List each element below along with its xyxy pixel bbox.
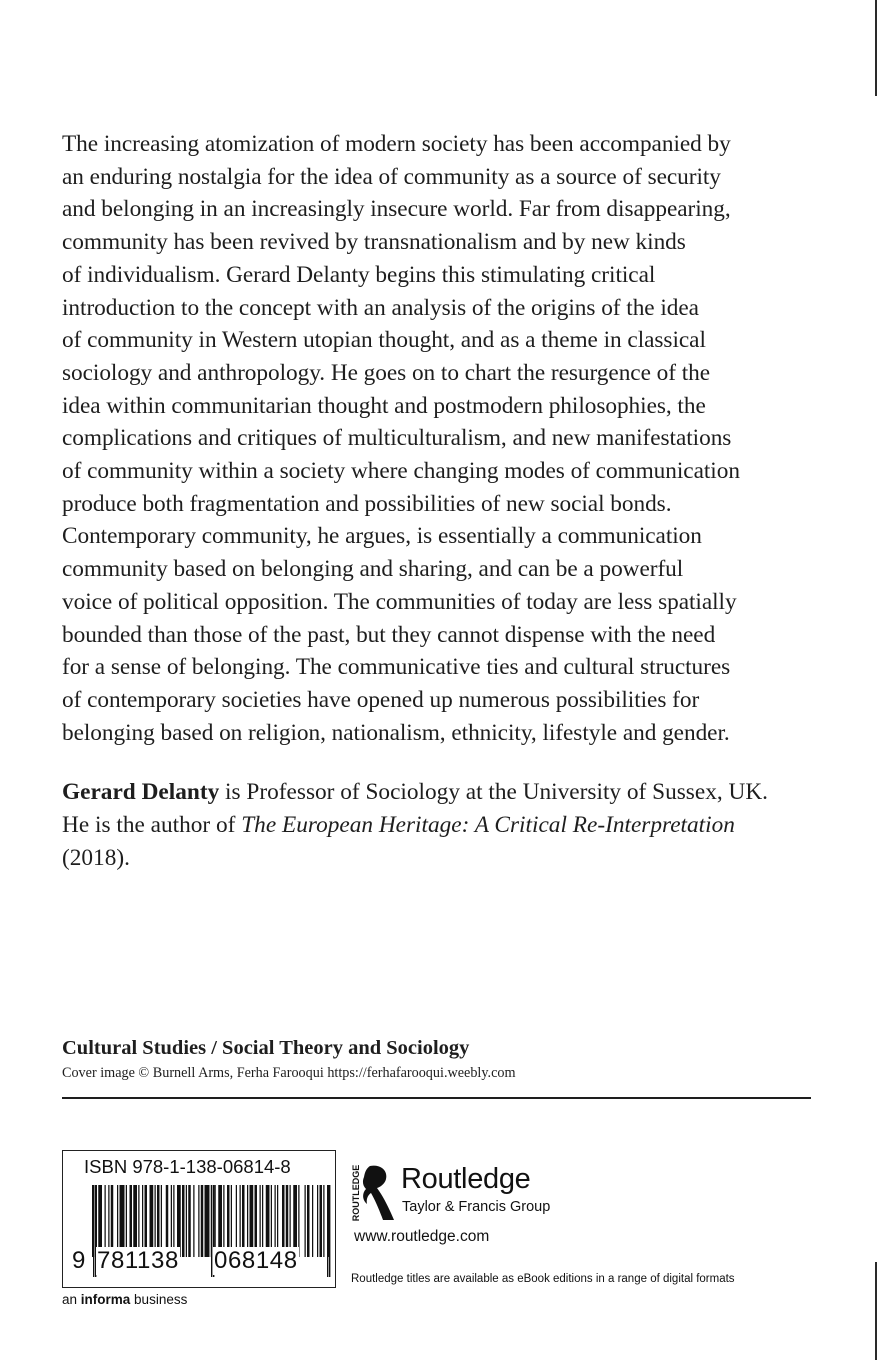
publisher-name: Routledge [401, 1163, 531, 1195]
blurb-line: complications and critiques of multiculturalism, and new manifestations [62, 425, 732, 452]
informa-suffix: business [130, 1292, 188, 1307]
bio-line-2 [62, 809, 810, 842]
blurb-line: of community in Western utopian thought, and as a theme in classical [62, 327, 706, 354]
logo-vertical-text: ROUTLEDGE [351, 1164, 361, 1222]
bio-line-1 [62, 776, 810, 809]
blurb-line: belonging based on religion, nationalism, ethnicity, lifestyle and gender. [62, 719, 730, 746]
cover-image-credit: Cover image © Burnell Arms, Ferha Farooqui https://ferhafarooqui.weebly.com [62, 1065, 516, 1081]
isbn-barcode [62, 1150, 336, 1288]
bio-line-3: (2018). [62, 845, 130, 871]
blurb-line: of individualism. Gerard Delanty begins this stimulating critical [62, 261, 656, 288]
author-bio [62, 776, 810, 875]
blurb-line: bounded than those of the past, but they cannot dispense with the need [62, 621, 716, 648]
subject-category: Cultural Studies / Social Theory and Sociology [62, 1037, 470, 1059]
blurb-line: Contemporary community, he argues, is essentially a communication [62, 523, 702, 550]
publisher-group: Taylor & Francis Group [402, 1199, 551, 1215]
blurb-line: sociology and anthropology. He goes on to chart the resurgence of the [62, 359, 711, 386]
publisher-url: www.routledge.com [354, 1228, 490, 1245]
blurb-line: voice of political opposition. The communities of today are less spatially [62, 588, 737, 615]
bio-line-2-prefix: He is the author of [62, 812, 242, 838]
author-name: Gerard Delanty [62, 779, 220, 805]
blurb-line: The increasing atomization of modern society has been accompanied by [62, 131, 731, 157]
logo-figure-shape [363, 1166, 394, 1220]
blurb-line: of community within a society where changing modes of communication [62, 458, 740, 485]
barcode-digits-right: 068148 [214, 1247, 298, 1274]
blurb-line: for a sense of belonging. The communicative ties and cultural structures [62, 654, 731, 681]
spine-edge-line-bottom [875, 1262, 877, 1360]
isbn-label: ISBN 978-1-138-06814-8 [84, 1156, 291, 1177]
blurb-line: produce both fragmentation and possibilities of new social bonds. [62, 490, 672, 517]
ebook-note: Routledge titles are available as eBook editions in a range of digital formats [351, 1273, 735, 1285]
informa-brand: informa [80, 1292, 131, 1307]
book-title: The European Heritage: A Critical Re-Interpretation [241, 812, 735, 838]
blurb-line: introduction to the concept with an analysis of the origins of the idea [62, 294, 699, 321]
barcode-digits-left: 781138 [97, 1247, 179, 1274]
blurb-line: community based on belonging and sharing, and can be a powerful [62, 556, 684, 583]
spine-edge-line-top [875, 0, 877, 96]
blurb-line: an enduring nostalgia for the idea of community as a source of security [62, 163, 721, 190]
bio-line-1-text: is Professor of Sociology at the University of Sussex, UK. [219, 779, 768, 805]
routledge-logo-icon [350, 1162, 396, 1224]
informa-business-line [62, 1292, 187, 1307]
barcode-digits [63, 1247, 335, 1279]
informa-prefix: an [62, 1292, 81, 1307]
divider-rule [62, 1097, 811, 1099]
barcode-digit-first: 9 [72, 1247, 86, 1274]
blurb-line: community has been revived by transnationalism and by new kinds [62, 229, 686, 256]
blurb-line: of contemporary societies have opened up numerous possibilities for [62, 686, 700, 713]
blurb-line: idea within communitarian thought and postmodern philosophies, the [62, 392, 706, 419]
blurb-line: and belonging in an increasingly insecure world. Far from disappearing, [62, 196, 731, 223]
book-blurb [62, 128, 810, 749]
